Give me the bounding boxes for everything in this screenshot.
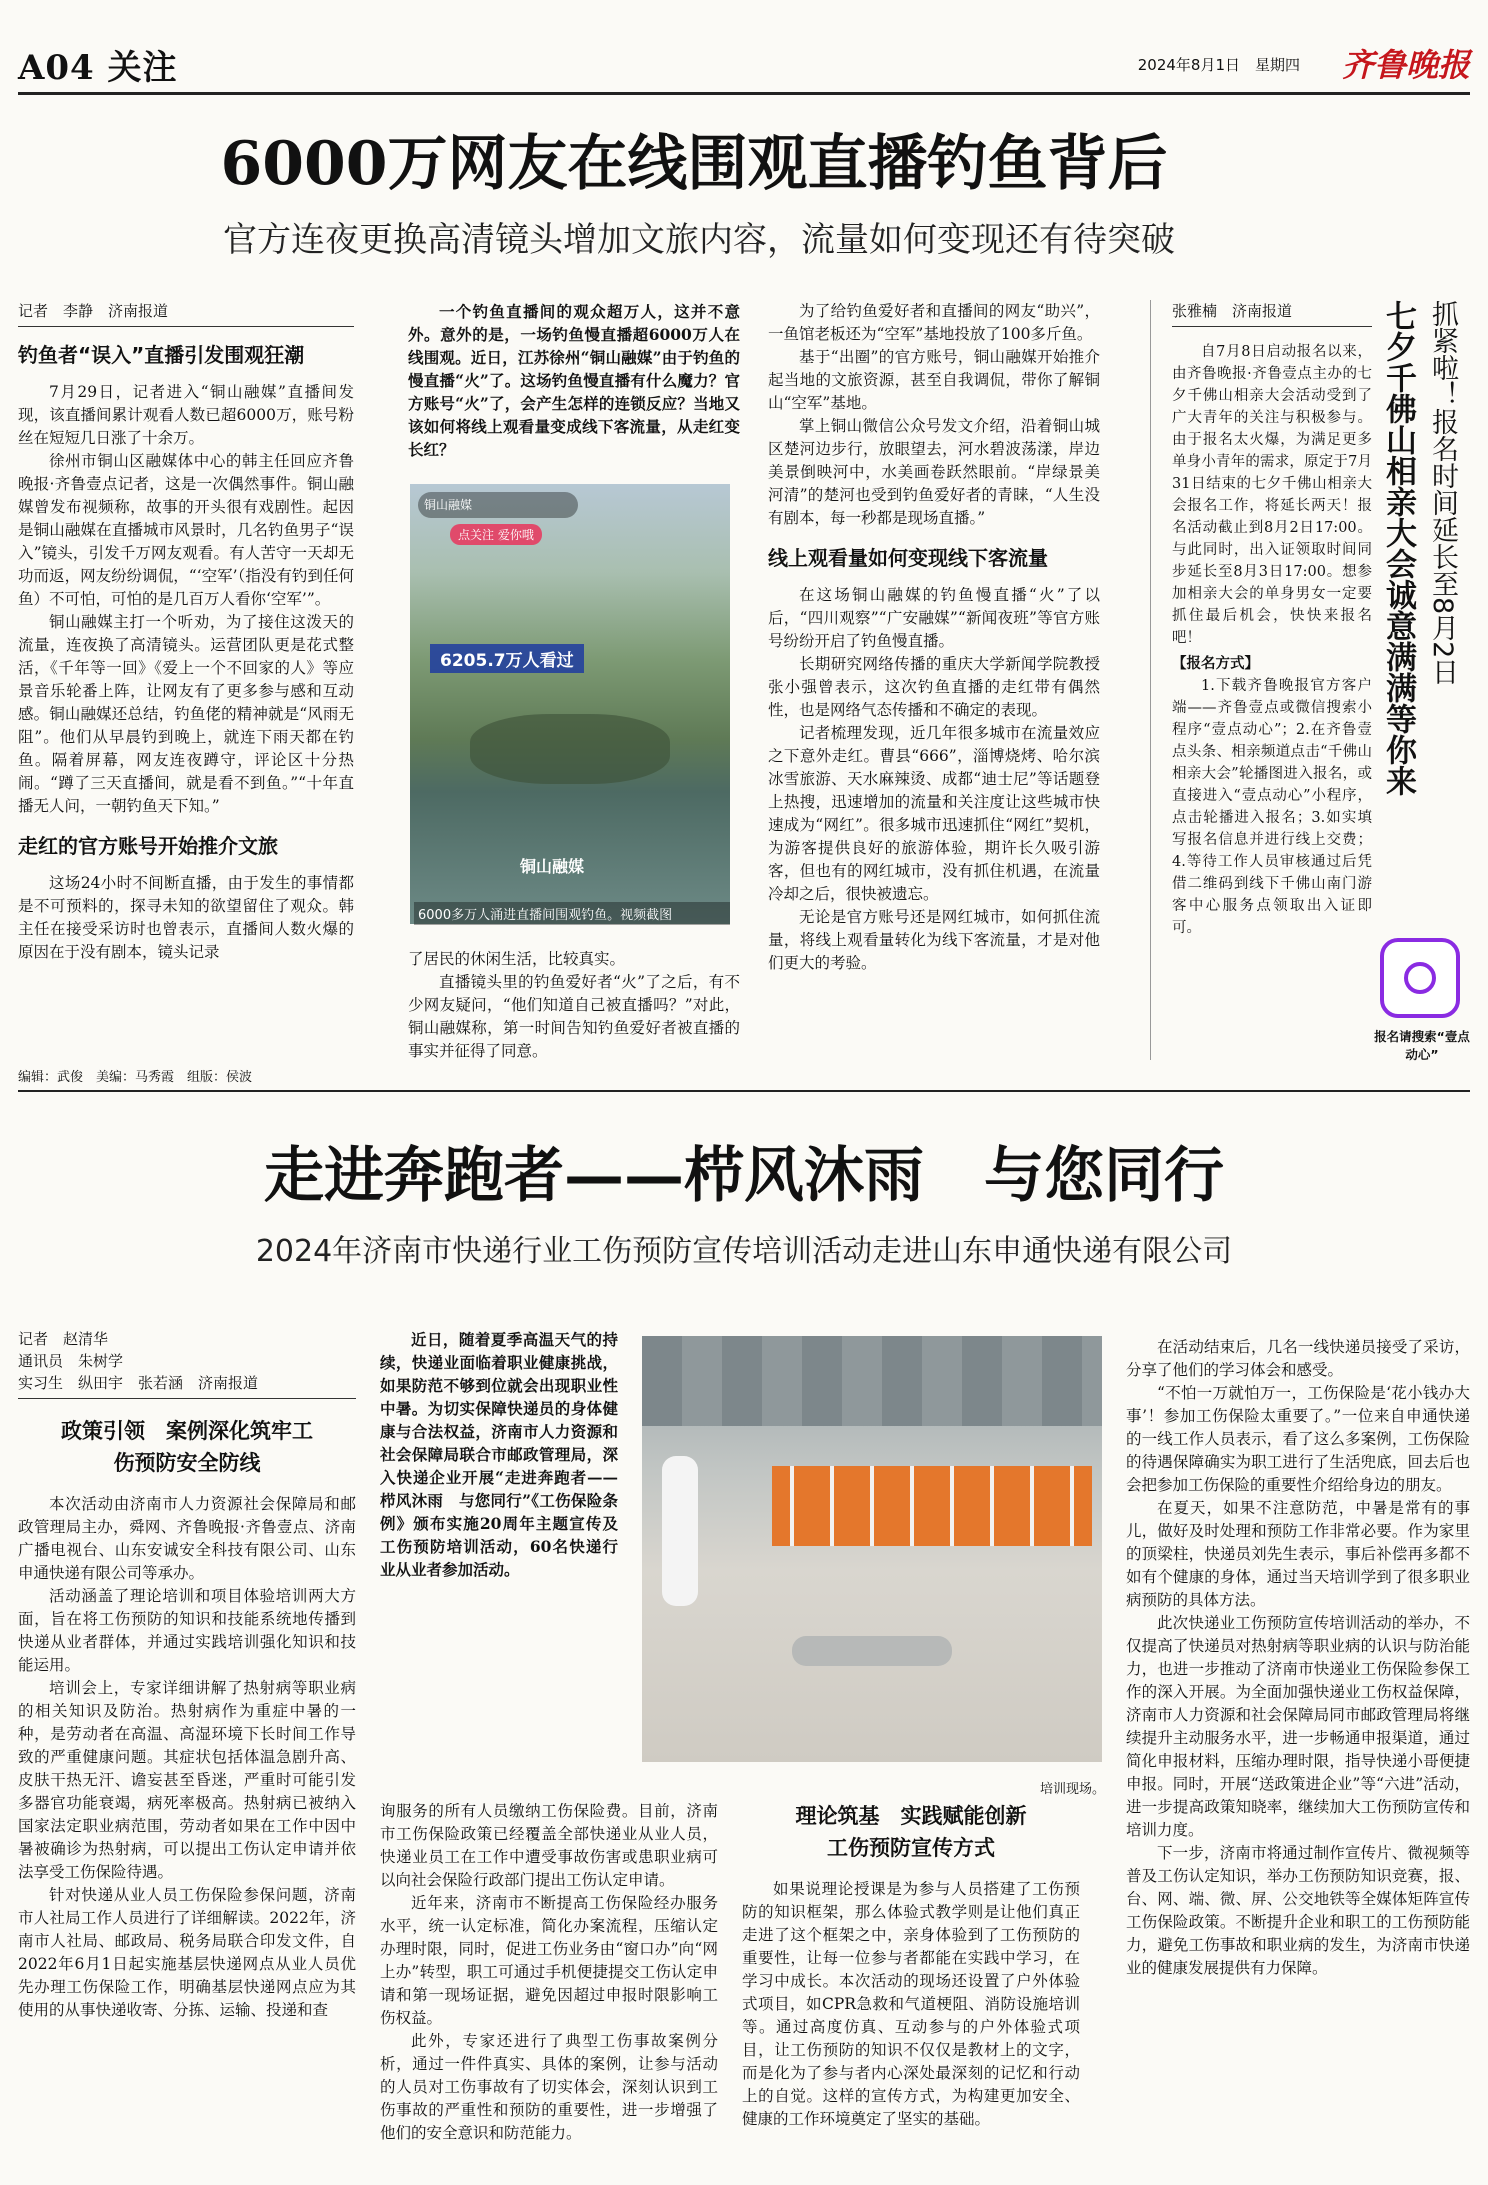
- paragraph: 下一步，济南市将通过制作宣传片、微视频等普及工伤认定知识，举办工伤预防知识竞赛，报、台、网、端、微、屏、公交地铁等全媒体矩阵宣传工伤保险政策。不断提升企业和职工的工伤预防能力，避免工伤事故和职业病的发生，为济南市快递业的健康发展提供有力保障。: [1126, 1844, 1470, 1977]
- paragraph: 此次快递业工伤预防宣传培训活动的举办，不仅提高了快递员对热射病等职业病的认识与防治能力，也进一步推动了济南市快递业工伤保险参保工作的深入开展。为全面加强快递业工伤权益保障，济南市人力资源和社会保障局同市邮政管理局将继续提升主动服务水平，进一步畅通申报渠道，通过简化申报材料，压缩办理时限，指导快递小哥便捷申报。同时，开展“送政策进企业”等“六进”活动，进一步提高政策知晓率，继续加大工伤预防宣传和培训力度。: [1126, 1614, 1470, 1839]
- paragraph: 这场24小时不间断直播，由于发生的事情都是不可预料的，探寻未知的欲望留住了观众。韩主任在接受采访时也曾表示，直播间人数火爆的原因在于没有剧本，镜头记录: [18, 874, 354, 961]
- sidebar-column: [1172, 300, 1372, 1060]
- viewer-count: 6205.7万人看过: [430, 644, 584, 673]
- paragraph: 掌上铜山微信公众号发文介绍，沿着铜山城区楚河边步行，放眼望去，河水碧波荡漾，岸边美景倒映河中，水美画卷跃然眼前。“岸绿景美河清”的楚河也受到钓鱼爱好者的青睐，“人生没有剧本，每一秒都是现场直播。”: [768, 417, 1100, 527]
- issue-date: 2024年8月1日 星期四: [1137, 56, 1300, 74]
- paragraph: 记者梳理发现，近几年很多城市在流量效应之下意外走红。曹县“666”，淄博烧烤、哈尔滨冰雪旅游、天水麻辣烫、成都“迪士尼”等话题登上热搜，迅速增加的流量和关注度让这些城市快速成为“网红”。很多城市迅速抓住“网红”契机，为游客提供良好的旅游体验，期许长久吸引游客，但也有的网红城市，没有抓住机遇，在流量冷却之后，很快被遗忘。: [768, 724, 1100, 903]
- paragraph: 活动涵盖了理论培训和项目体验培训两大方面，旨在将工伤预防的知识和技能系统地传播到快递从业者群体，并通过实践培训强化知识和技能运用。: [18, 1587, 356, 1674]
- paragraph: 基于“出圈”的官方账号，铜山融媒开始推介起当地的文旅资源，甚至自我调侃，带你了解铜山“空军”基地。: [768, 348, 1100, 412]
- story1-subtitle: 官方连夜更换高清镜头增加文旅内容，流量如何变现还有待突破: [223, 220, 1175, 260]
- story2-subtitle: 2024年济南市快递行业工伤预防宣传培训活动走进山东申通快递有限公司: [255, 1234, 1233, 1269]
- newspaper-logo: 齐鲁晚报: [1341, 46, 1470, 84]
- story1-subhead-a: 钓鱼者“误入”直播引发围观狂潮: [18, 343, 305, 367]
- paragraph: 培训会上，专家详细讲解了热射病等职业病的相关知识及防治。热射病作为重症中暑的一种，是劳动者在高温、高湿环境下长时间工作导致的严重健康问题。其症状包括体温急剧升高、皮肤干热无汗、谵妄甚至昏迷，严重时可能引发多器官功能衰竭，病死率极高。热射病已被纳入国家法定职业病范围，劳动者如果在工作中因中暑被确诊为热射病，可以提出工伤认定申请并依法享受工伤保险待遇。: [18, 1679, 356, 1881]
- paragraph: 如果说理论授课是为参与人员搭建了工伤预防的知识框架，那么体验式教学则是让他们真正走进了这个框架之中，亲身体验到了工伤预防的重要性，让每一位参与者都能在实践中学习，在学习中成长。本次活动的现场还设置了户外体验式项目，如CPR急救和气道梗阻、消防设施培训等。通过高度仿真、互动参与的户外体验式项目，让工伤预防的知识不仅仅是教材上的文字，而是化为了参与者内心深处最深刻的记忆和行动上的自觉。这样的宣传方式，为构建更加安全、健康的工作环境奠定了坚实的基础。: [742, 1880, 1080, 2128]
- account-name: 铜山融媒: [424, 498, 473, 512]
- paragraph: 为了给钓鱼爱好者和直播间的网友“助兴”，一鱼馆老板还为“空军”基地投放了100多斤鱼。: [768, 302, 1100, 343]
- paragraph: 长期研究网络传播的重庆大学新闻学院教授张小强曾表示，这次钓鱼直播的走红带有偶然性，也是网络气态传播和不确定的表现。: [768, 655, 1100, 719]
- paragraph: 在这场铜山融媒的钓鱼慢直播“火”了以后，“四川观察”“广安融媒”“新闻夜班”等官方账号纷纷开启了钓鱼慢直播。: [768, 586, 1100, 650]
- story2-byline-3: 实习生 纵田宇 张若涵 济南报道: [18, 1372, 356, 1399]
- warehouse-ceiling: [642, 1336, 1102, 1426]
- column-divider: [1150, 300, 1151, 1060]
- story1-subhead-c: 线上观看量如何变现线下客流量: [768, 546, 1048, 570]
- story2-column-2: [380, 1800, 718, 2178]
- paragraph: 铜山融媒主打一个听劝，为了接住这泼天的流量，连夜换了高清镜头。运营团队更是花式整活，《千年等一回》《爱上一个不回家的人》等应景音乐轮番上阵，让网友有了更多参与感和互动感。铜山融媒还总结，钓鱼佬的精神就是“风雨无阻”。他们从早晨钓到晚上，就连下雨天都在钓鱼。隔着屏幕，网友连夜蹲守，评论区十分热闹。“蹲了三天直播间，就是看不到鱼。”“十年直播无人问，一朝钓鱼天下知。”: [18, 613, 354, 815]
- paragraph: 此外，专家还进行了典型工伤事故案例分析，通过一件件真实、具体的案例，让参与活动的人员对工伤事故有了切实体会，深刻认识到工伤事故的严重性和预防的重要性，进一步增强了他们的安全意识和防范能力。: [380, 2032, 718, 2142]
- watermark-brand: 铜山融媒: [520, 857, 585, 876]
- sidebar-byline: 张雅楠 济南报道: [1172, 300, 1372, 327]
- page-number: A04 关注: [18, 48, 178, 88]
- paragraph: 无论是官方账号还是网红城市，如何抓住流量，将线上观看量转化为线下客流量，才是对他们更大的考验。: [768, 908, 1100, 972]
- trainee-group: [772, 1466, 1092, 1546]
- story1-column-2-bottom: [408, 948, 740, 1060]
- sidebar-subtitle: 抓紧啦！报名时间延长至8月2日: [1427, 300, 1458, 686]
- paragraph: 自7月8日启动报名以来，由齐鲁晚报·齐鲁壹点主办的七夕千佛山相亲大会活动受到了广大青年的关注与积极参与。由于报名太火爆，为满足更多单身小青年的需求，原定于7月31日结束的七夕千佛山相亲大会报名工作，将延长两天！报名活动截止到8月2日17:00。与此同时，出入证领取时间同步延长至8月3日17:00。想参加相亲大会的单身男女一定要抓住最后机会，快快来报名吧！: [1172, 344, 1372, 646]
- paragraph: 1.下载齐鲁晚报官方客户端——齐鲁壹点或微信搜索小程序“壹点动心”；2.在齐鲁壹点头条、相亲频道点击“千佛山相亲大会”轮播图进入报名，或直接进入“壹点动心”小程序，点击轮播进入报名；3.如实填写报名信息并进行线上交费；4.等待工作人员审核通过后凭借二维码到线下千佛山南门游客中心服务点领取出入证即可。: [1172, 678, 1372, 936]
- credits: 编辑：武俊 美编：马秀霞 组版：侯波: [18, 1070, 253, 1085]
- cpr-mannequin: [792, 1636, 952, 1666]
- story1-title: 6000万网友在线围观直播钓鱼背后: [220, 129, 1168, 199]
- paragraph: 近年来，济南市不断提高工伤保险经办服务水平，统一认定标准，简化办案流程，压缩认定办理时限，同时，促进工伤业务由“窗口办”向“网上办”转型，职工可通过手机便捷提交工伤认定申请和第一现场证据，避免因超过申报时限影响工伤权益。: [380, 1894, 718, 2027]
- paragraph: 直播镜头里的钓鱼爱好者“火”了之后，有不少网友疑问，“他们知道自己被直播吗？”对此，铜山融媒称，第一时间告知钓鱼爱好者被直播的事实并征得了同意。: [408, 973, 740, 1060]
- story2-lead: [380, 1328, 618, 1788]
- riverbank-shape: [470, 714, 670, 784]
- story2-title: 走进奔跑者——栉风沐雨 与您同行: [264, 1141, 1224, 1211]
- story2-subhead-b: 理论筑基 实践赋能创新工伤预防宣传方式: [795, 1804, 1027, 1860]
- paragraph: 了居民的休闲生活，比较真实。: [408, 950, 626, 968]
- paragraph: 针对快递从业人员工伤保险参保问题，济南市人社局工作人员进行了详细解读。2022年，济南市人社局、邮政局、税务局联合印发文件，自2022年6月1日起实施基层快递网点从业人员优先办理工伤保险工作，明确基层快递网点应为其使用的从事快递收寄、分拣、运输、投递和查: [18, 1886, 356, 2019]
- story1-lead: [408, 300, 740, 470]
- story2-byline-2: 通讯员 朱树学: [18, 1352, 124, 1370]
- story1-subhead-b: 走红的官方账号开始推介文旅: [18, 834, 278, 858]
- follow-tag: 点关注 爱你哦: [450, 524, 542, 545]
- paragraph: 在活动结束后，几名一线快递员接受了采访，分享了他们的学习体会和感受。: [1126, 1338, 1470, 1379]
- paragraph: 徐州市铜山区融媒体中心的韩主任回应齐鲁晚报·齐鲁壹点记者，这是一次偶然事件。铜山融媒曾发布视频称，故事的开头很有戏剧性。起因是铜山融媒在直播城市风景时，几名钓鱼男子“误入”镜头，引发千万网友观看。有人苦守一天却无功而返，网友纷纷调侃，“‘空军’（指没有钓到任何鱼）不可怕，可怕的是几百万人看你‘空军’”。: [18, 452, 354, 608]
- lead-paragraph: 一个钓鱼直播间的观众超万人，这并不意外。意外的是，一场钓鱼慢直播超6000万人在线围观。近日，江苏徐州“铜山融媒”由于钓鱼的慢直播“火”了。这场钓鱼慢直播有什么魔力？官方账号“火”了，会产生怎样的连锁反应？当地又该如何将线上观看量变成线下客流量，从走红变长红？: [408, 302, 740, 459]
- live-stream-screenshot: [410, 484, 730, 924]
- photo-caption: 6000多万人涌进直播间围观钓鱼。视频截图: [414, 902, 730, 925]
- story1-column-1: [18, 300, 354, 1060]
- story1-column-3: [768, 300, 1100, 1060]
- paragraph: 本次活动由济南市人力资源社会保障局和邮政管理局主办，舜网、齐鲁晚报·齐鲁壹点、济南广播电视台、山东安诚安全科技有限公司、山东申通快递有限公司等承办。: [18, 1495, 356, 1582]
- paragraph: 在夏天，如果不注意防范，中暑是常有的事儿，做好及时处理和预防工作非常必要。作为家里的顶梁柱，快递员刘先生表示，事后补偿再多都不如有个健康的身体，通过当天培训学到了很多职业病预防的具体方法。: [1126, 1499, 1470, 1609]
- photo-caption: 培训现场。: [1040, 1782, 1106, 1797]
- method-title: 【报名方式】: [1172, 655, 1259, 672]
- header-rule: [18, 92, 1470, 95]
- trainer-figure: [662, 1456, 698, 1606]
- section-rule: [18, 1090, 1470, 1092]
- paragraph: 7月29日，记者进入“铜山融媒”直播间发现，该直播间累计观看人数已超6000万，账号粉丝在短短几日涨了十余万。: [18, 383, 354, 447]
- story2-subhead-a: 政策引领 案例深化筑牢工伤预防安全防线: [61, 1419, 313, 1475]
- story1-byline: 记者 李静 济南报道: [18, 300, 354, 327]
- qr-code-icon: [1380, 938, 1460, 1018]
- sidebar-title: 七夕千佛山相亲大会诚意满满等你来: [1380, 300, 1416, 796]
- paragraph: “不怕一万就怕万一，工伤保险是‘花小钱办大事’！参加工伤保险太重要了。”一位来自申通快递的一线工作人员表示，看了这么多案例，工伤保险的待遇保障确实为职工进行了生活兜底，回去后也会把参加工伤保险的重要性介绍给身边的朋友。: [1126, 1384, 1470, 1494]
- story2-byline-1: 记者 赵清华: [18, 1330, 109, 1348]
- qr-inner-mark: [1404, 962, 1436, 994]
- training-photo: [642, 1336, 1102, 1762]
- qr-caption: 报名请搜索“壹点动心”: [1374, 1029, 1470, 1062]
- page-header: [18, 40, 1470, 92]
- story2-column-1: [18, 1328, 356, 2178]
- story2-column-3: [742, 1800, 1080, 2178]
- lead-paragraph: 近日，随着夏季高温天气的持续，快递业面临着职业健康挑战，如果防范不够到位就会出现职业性中暑。为切实保障快递员的身体健康与合法权益，济南市人力资源和社会保障局联合市邮政管理局，深入快递企业开展“走进奔跑者——栉风沐雨 与您同行”《工伤保险条例》颁布实施20周年主题宣传及工伤预防培训活动，60名快递行业从业者参加活动。: [380, 1330, 618, 1579]
- paragraph: 询服务的所有人员缴纳工伤保险费。目前，济南市工伤保险政策已经覆盖全部快递业从业人员，快递业员工在工作中遭受事故伤害或患职业病可以向社会保险行政部门提出工伤认定申请。: [380, 1802, 718, 1889]
- story2-column-4: [1126, 1336, 1470, 2178]
